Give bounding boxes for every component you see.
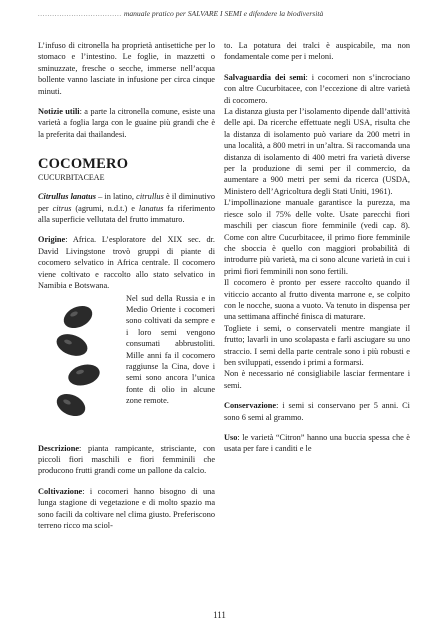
plant-family: CUCURBITACEAE: [38, 173, 105, 183]
useful-notes-text: : a parte la citronella comune, esiste una varietà a foglia larga con le guaine più grandi che è la preferita dai thailandesi.: [38, 107, 216, 139]
storage-label: Conservazione: [224, 401, 277, 411]
history-paragraph: Nel sud della Russia e in Medio Oriente i cocomeri sono coltivati da sempre e i loro semi vengono consumati abbrustoliti. Mille anni fa il cocomero raggiunse la Cina, dove i semi sono ancora l’unica fonte di olio in alcune zone remote.: [126, 293, 215, 406]
use-paragraph: [224, 432, 410, 455]
latin-word-lanatus: lanatus: [138, 203, 164, 213]
seed-saving-label: Salvaguardia dei semi: [224, 72, 306, 82]
description-text: : pianta rampicante, strisciante, con piccoli fiori maschili e fiori femminili che producono frutti grandi come un pallone da calcio.: [38, 443, 215, 476]
latin-text-a: – in latino,: [95, 192, 137, 202]
origin-paragraph: [38, 234, 215, 291]
seed-extraction-paragraph: Togliete i semi, o conservateli mentre mangiate il frutto; lavarli in uno scolapasta e farli asciugare su uno straccio. I semi della parte centrale sono i più robusti e ben sviluppati, essendo i primi a formarsi.: [224, 323, 410, 367]
right-column: [224, 40, 410, 455]
watermelon-seeds-illustration: [38, 293, 118, 434]
running-header: [38, 9, 409, 18]
page-number: 111: [213, 610, 226, 620]
use-label: Uso: [224, 433, 238, 442]
useful-notes-paragraph: [38, 106, 215, 140]
latin-word-citrus: citrus: [52, 203, 72, 213]
latin-text-g: fa riferimento alla superficie vellutata del frutto immaturo.: [38, 203, 216, 225]
seed-1: [60, 301, 96, 332]
seed-saving-text: : i cocomeri non s’incrociano con altre Cucurbitacee, con l’eccezione di altre varietà di cocomero.: [224, 72, 410, 105]
header-dots: ...................................: [38, 9, 122, 18]
pollination-paragraph: L’impollinazione manuale garantisce la purezza, ma riesce solo il 75% delle volte. Usate parecchi fiori maschili per ciascun fiore femminile (vedi cap. 8). Come con altre Cucurbitacee, il primo fiore femminile che sboccia è quello con maggiori probabilità di introdurre più varietà, ma ci sono alcune varietà in cui i primi fiori femminili non sono fertili.: [224, 198, 410, 276]
storage-paragraph: [224, 400, 410, 423]
pruning-paragraph: to. La potatura dei tralci è auspicabile, ma non fondamentale come per i meloni.: [224, 41, 410, 62]
latin-name-paragraph: [38, 191, 215, 225]
seeds-figure-block: [38, 293, 215, 434]
cultivation-paragraph: [38, 486, 215, 532]
storage-text: : i semi si conservano per 5 anni. Ci sono 6 semi al grammo.: [224, 401, 410, 422]
fermentation-paragraph: Non è necessario né consigliabile lasciar fermentare i semi.: [224, 369, 410, 390]
cultivation-label: Coltivazione: [38, 486, 83, 496]
cultivation-text: : i cocomeri hanno bisogno di una lunga stagione di vegetazione e di molto spazio ma sono facili da coltivare nel clima giusto. Preferiscono terreno ricco ma sciol-: [38, 486, 215, 530]
seed-saving-paragraph: [224, 72, 410, 106]
origin-label: Origine: [38, 235, 66, 245]
seed-3: [66, 361, 102, 389]
origin-text: : Africa. L’esploratore del XIX sec. dr. David Livingstone trovò gruppi di piante di cocomero selvatico in Africa centrale. Il cocomero viene coltivato e raccolto allo stato selvatico in Namibia e Botswana.: [38, 235, 215, 291]
header-title: manuale pratico per SALVARE I SEMI e difendere la biodiversità: [121, 9, 324, 18]
description-label: Descrizione: [38, 443, 80, 453]
seed-4: [53, 389, 89, 420]
description-paragraph: [38, 443, 215, 477]
harvest-paragraph: Il cocomero è pronto per essere raccolto quando il viticcio accanto al frutto diventa marrone e, se colpito con le nocche, suona a vuoto. Va tenuto in dispensa per una settimana affinché finisca di maturare.: [224, 278, 410, 322]
isolation-paragraph: La distanza giusta per l’isolamento dipende dall’attività delle api. Da ricerche effettuate negli USA, risulta che la distanza di isolamento può variare da 200 metri in una località, a 800 metri in un’altra. Si raccomanda una distanza di isolamento di 400 metri fra varietà diverse per la produzione di semi per il commercio, da aumentare a 900 metri per semi da ricerca (USDA, Ministero dell’Agricoltura degli Stati Uniti, 1961).: [224, 107, 410, 196]
citronella-infusion-paragraph: L’infuso di citronella ha proprietà antisettiche per lo stomaco e l’intestino. Le foglie, in mazzetti o sminuzzate, fresche o secche, immerse nell’acqua bollente vanno lasciate in infusione per circa cinque minuti.: [38, 41, 215, 96]
latin-text-e: (agrumi, n.d.t.) e: [71, 203, 139, 213]
useful-notes-label: Notizie utili: [38, 107, 80, 117]
left-column: [38, 40, 215, 531]
latin-word-citrullus: citrullus: [136, 192, 164, 202]
seed-2: [54, 330, 91, 360]
latin-name: Citrullus lanatus: [38, 192, 96, 202]
section-title: COCOMERO: [38, 156, 129, 173]
use-text: : le varietà “Citron” hanno una buccia spessa che è usata per fare i canditi e le: [224, 433, 410, 454]
latin-text-c: è il diminutivo per: [38, 192, 215, 213]
